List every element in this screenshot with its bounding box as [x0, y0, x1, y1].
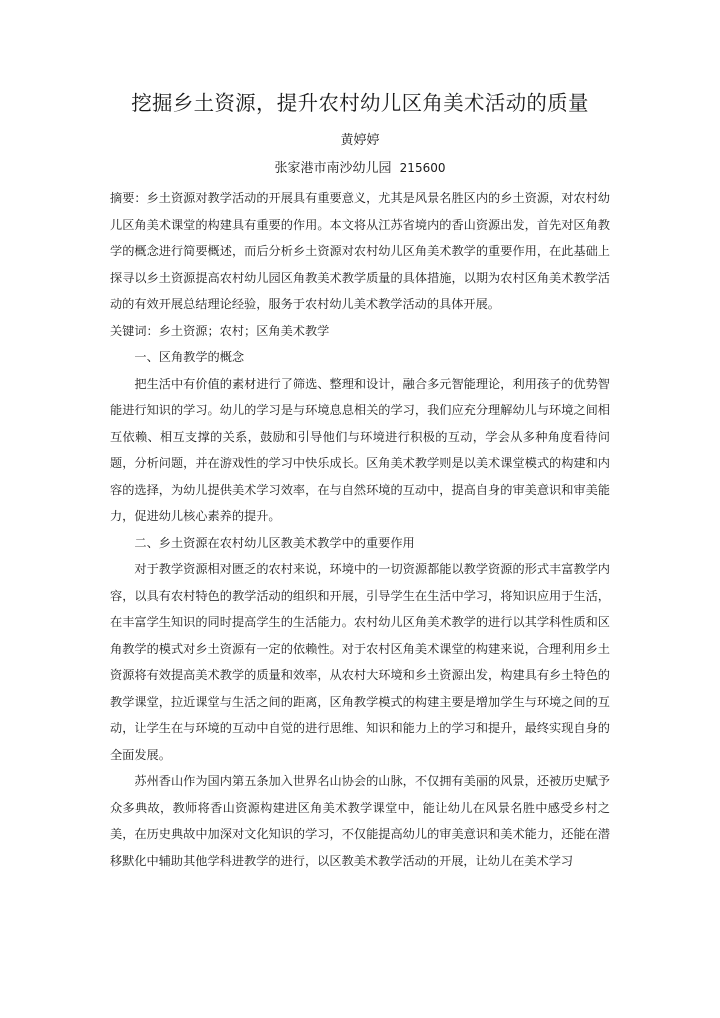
section-heading: 一、区角教学的概念 — [134, 350, 245, 364]
section-heading: 二、乡土资源在农村幼儿区教美术教学中的重要作用 — [134, 535, 415, 550]
paper-title: 挖掘乡土资源，提升农村幼儿区角美术活动的质量 — [131, 91, 589, 115]
abstract: 摘要：乡土资源对教学活动的开展具有重要意义，尤其是风景名胜区内的乡土资源，对农村幼儿区角美术课堂的构建具有重要的作用。本文将从江苏省境内的香山资源出发，首先对区角教学的概念进行简要概述，而后分析乡土资源对农村幼儿区角美术教学的重要作用，在此基础上探寻以乡土资源提高农村幼儿园区角教美术教学质量的具体措施，以期为农村区角美术教学活动的有效开展总结理论经验，服务于农村幼儿美术教学活动的具体开展。 — [110, 191, 610, 311]
paragraph: 苏州香山作为国内第五条加入世界名山协会的山脉，不仅拥有美丽的风景，还被历史赋予众多典故，教师将香山资源构建进区角美术教学课堂中，能让幼儿在风景名胜中感受乡村之美，在历史典故中加深对文化知识的学习，不仅能提高幼儿的审美意识和美术能力，还能在潜移默化中辅助其他学科进教学的进行，以区教美术教学活动的开展，让幼儿在美术学习 — [110, 774, 610, 868]
paragraph: 把生活中有价值的素材进行了筛选、整理和设计，融合多元智能理论，利用孩子的优势智能进行知识的学习。幼儿的学习是与环境息息相关的学习，我们应充分理解幼儿与环境之间相互依赖、相互支撑的关系，鼓励和引导他们与环境进行积极的互动，学会从多种角度看待问题，分析问题，并在游戏性的学习中快乐成长。区角美术教学则是以美术课堂模式的构建和内容的选择，为幼儿提供美术学习效率，在与自然环境的互动中，提高自身的审美意识和审美能力，促进幼儿核心素养的提升。 — [110, 376, 610, 523]
postcode: 215600 — [399, 161, 446, 175]
affiliation-line — [110, 158, 610, 179]
paragraph: 对于教学资源相对匮乏的农村来说，环境中的一切资源都能以教学资源的形式丰富教学内容，以具有农村特色的教学活动的组织和开展，引导学生在生活中学习，将知识应用于生活，在丰富学生知识的同时提高学生的生活能力。农村幼儿区角美术教学的进行以其学科性质和区角教学的模式对乡土资源有一定的依赖性。对于农村区角美术课堂的构建来说，合理利用乡土资源将有效提高美术教学的质量和效率，从农村大环境和乡土资源出发，构建具有乡土特色的教学课堂，拉近课堂与生活之间的距离，区角教学模式的构建主要是增加学生与环境之间的互动，让学生在与环境的互动中自觉的进行思维、知识和能力上的学习和提升，最终实现自身的全面发展。 — [110, 562, 610, 762]
keywords: 关键词：乡土资源；农村；区角美术教学 — [110, 323, 330, 338]
paper-body — [110, 185, 610, 874]
author-name: 黄婷婷 — [340, 133, 380, 148]
affiliation-name: 张家港市南沙幼儿园 — [274, 161, 392, 176]
